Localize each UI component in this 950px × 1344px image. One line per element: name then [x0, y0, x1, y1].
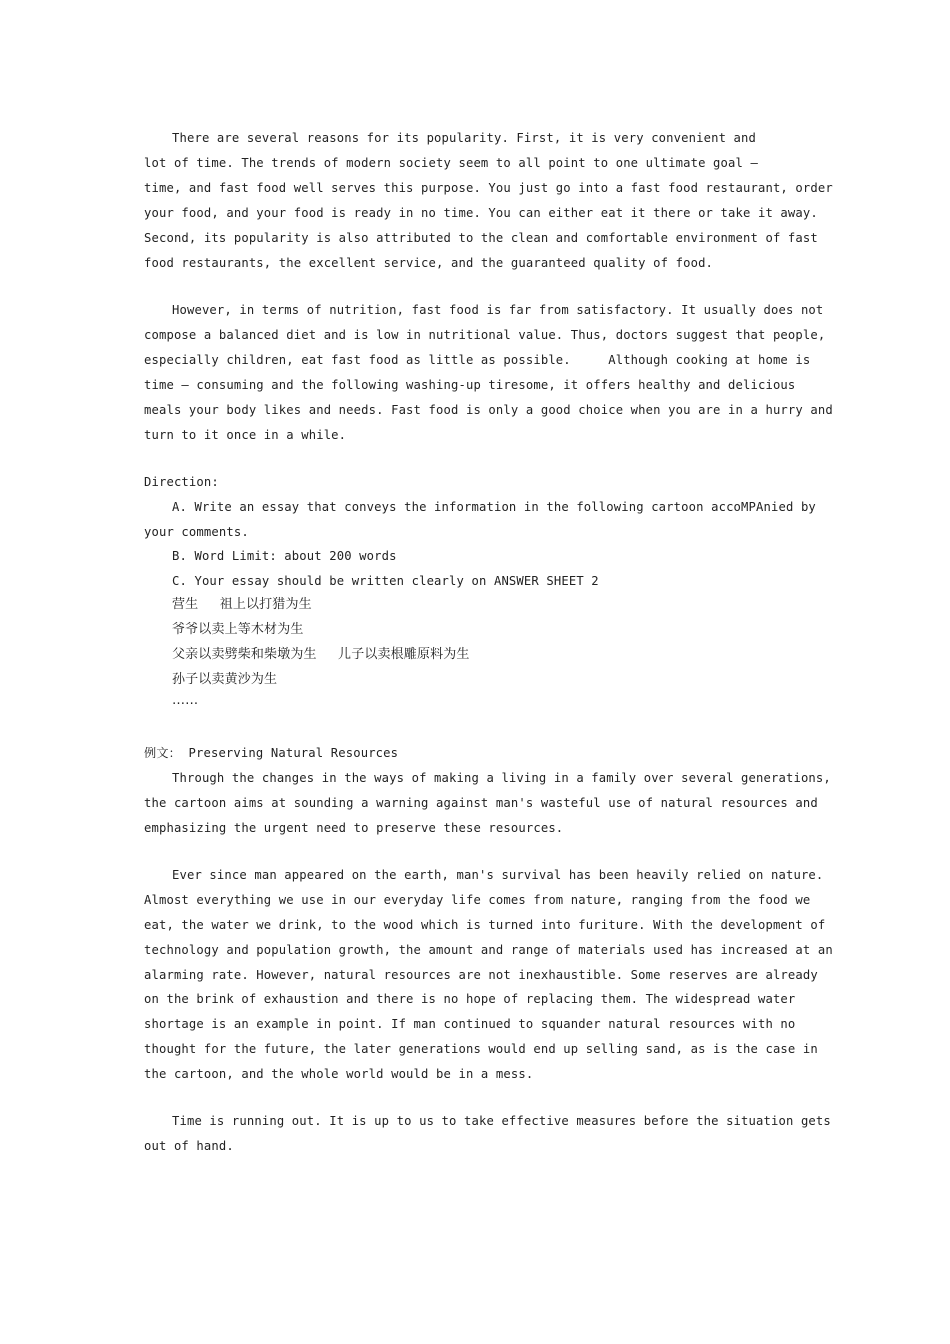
cartoon-line: 爷爷以卖上等木材为生: [172, 622, 304, 637]
text-line: out of hand.: [144, 1139, 234, 1153]
text-line: food restaurants, the excellent service, and the guaranteed quality of food.: [144, 256, 714, 270]
text-line: alarming rate. However, natural resources are not inexhaustible. Some reserves are already: [144, 968, 818, 982]
text-line: eat, the water we drink, to the wood which is turned into furiture. With the development of: [144, 918, 826, 932]
text-line: thought for the future, the later generations would end up selling sand, as is the case in: [144, 1042, 818, 1056]
text-line: compose a balanced diet and is low in nutritional value. Thus, doctors suggest that people,: [144, 328, 826, 342]
direction-item: C. Your essay should be written clearly on ANSWER SHEET 2: [172, 574, 599, 588]
cartoon-line: 父亲以卖劈柴和柴墩为生 儿子以卖根雕原料为生: [172, 647, 470, 662]
direction-heading: Direction:: [144, 475, 219, 489]
text-line: Through the changes in the ways of making a living in a family over several generations,: [172, 771, 831, 785]
text-line: on the brink of exhaustion and there is no hope of replacing them. The widespread water: [144, 992, 796, 1006]
text-line: Ever since man appeared on the earth, man's survival has been heavily relied on nature.: [172, 868, 824, 882]
text-line: technology and population growth, the amount and range of materials used has increased at an: [144, 943, 833, 957]
text-line: meals your body likes and needs. Fast food is only a good choice when you are in a hurry and: [144, 403, 833, 417]
text-line: However, in terms of nutrition, fast food is far from satisfactory. It usually does not: [172, 303, 824, 317]
text-line: especially children, eat fast food as little as possible. Although cooking at home is: [144, 353, 811, 367]
text-line: There are several reasons for its popularity. First, it is very convenient and: [172, 131, 757, 145]
direction-item: your comments.: [144, 525, 249, 539]
text-line: Time is running out. It is up to us to take effective measures before the situation gets: [172, 1114, 831, 1128]
direction-item: A. Write an essay that conveys the information in the following cartoon accoMPAnied by: [172, 500, 816, 514]
text-line: time — consuming and the following washing-up tiresome, it offers healthy and delicious: [144, 378, 796, 392]
text-line: emphasizing the urgent need to preserve these resources.: [144, 821, 564, 835]
text-line: Second, its popularity is also attributed to the clean and comfortable environment of fast: [144, 231, 818, 245]
cartoon-line: 孙子以卖黄沙为生: [172, 672, 278, 687]
direction-item: B. Word Limit: about 200 words: [172, 549, 397, 563]
sample-heading: 例文： Preserving Natural Resources: [144, 746, 399, 760]
text-line: the cartoon, and the whole world would be in a mess.: [144, 1067, 534, 1081]
text-line: turn to it once in a while.: [144, 428, 347, 442]
text-line: your food, and your food is ready in no time. You can either eat it there or take it away.: [144, 206, 818, 220]
text-line: shortage is an example in point. If man continued to squander natural resources with no: [144, 1017, 796, 1031]
text-line: the cartoon aims at sounding a warning against man's wasteful use of natural resources and: [144, 796, 818, 810]
cartoon-line: 营生 祖上以打猎为生: [172, 597, 312, 612]
text-line: time, and fast food well serves this purpose. You just go into a fast food restaurant, order: [144, 181, 833, 195]
text-line: Almost everything we use in our everyday life comes from nature, ranging from the food we: [144, 893, 811, 907]
text-line: lot of time. The trends of modern society seem to all point to one ultimate goal —: [144, 156, 758, 170]
cartoon-line: ……: [172, 693, 199, 708]
